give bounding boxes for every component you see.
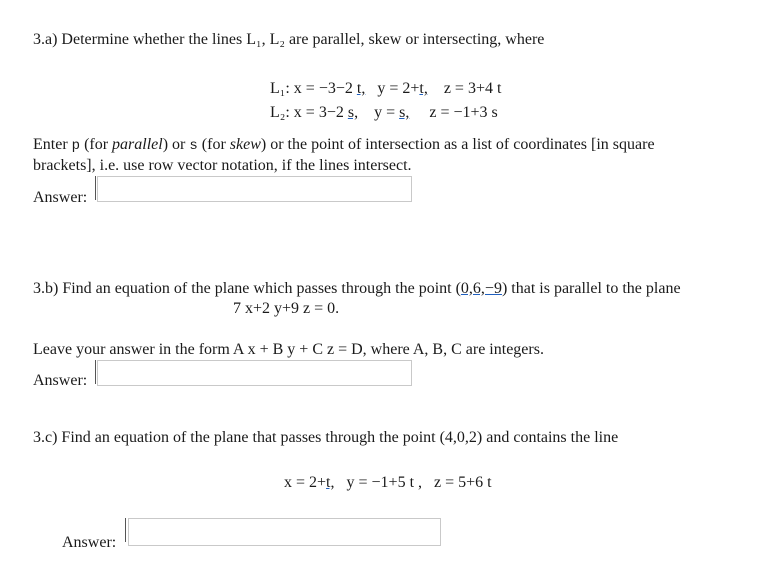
instr-skew: skew <box>229 136 261 153</box>
q3c-line-equation <box>284 473 492 492</box>
q3b-point: 0,6,−9 <box>460 280 502 297</box>
instr-p: p <box>71 138 81 154</box>
q3b-title <box>33 279 681 298</box>
q3a-answer-input[interactable] <box>97 176 412 202</box>
l2-y: y = <box>374 104 396 121</box>
instr-parallel: parallel <box>112 136 163 153</box>
l1-z: z = 3+4 t <box>443 80 502 97</box>
l1-t2: t, <box>419 80 428 97</box>
q3c-y: y = −1+5 t , <box>346 474 423 491</box>
q3a-line-l1 <box>270 79 501 98</box>
q3b-instructions: Leave your answer in the form A x + B y + C z = D, where A, B, C are integers. <box>33 341 544 358</box>
q3b-answer-label: Answer: <box>33 372 88 389</box>
l2-z: z = −1+3 s <box>429 104 498 121</box>
q3a-instructions-line2: brackets], i.e. use row vector notation, if the lines intersect. <box>33 157 412 174</box>
q3c-answer-label: Answer: <box>62 534 117 551</box>
q3b-title-a: 3.b) Find an equation of the plane which passes through the point ( <box>33 280 461 297</box>
q3c-input-cursor <box>125 518 126 542</box>
q3b-answer-input[interactable] <box>97 360 412 386</box>
q3c-answer-input[interactable] <box>128 518 441 546</box>
q3a-answer-label: Answer: <box>33 189 88 206</box>
q3a-input-cursor <box>95 176 96 200</box>
q3a-line-l2 <box>270 103 498 122</box>
q3b-title-b: ) that is parallel to the plane <box>501 280 681 297</box>
q3c-z: z = 5+6 t <box>434 474 492 491</box>
l1-y: y = 2+ <box>377 80 420 97</box>
l2-s1: s, <box>347 104 359 121</box>
q3b-plane-equation: 7 x+2 y+9 z = 0. <box>233 300 340 317</box>
instr-rest: ) or the point of intersection as a list of coordinates [in square <box>260 136 655 153</box>
q3a-title: 3.a) Determine whether the lines L₁, L₂ are parallel, skew or intersecting, where <box>33 31 545 48</box>
instr-for1: (for <box>84 136 109 153</box>
instr-enter: Enter <box>33 136 68 153</box>
instr-s: s <box>189 138 198 154</box>
q3c-t1: t, <box>326 474 335 491</box>
q3a-instructions-line1 <box>33 135 655 156</box>
l1-label: L₁: x = −3−2 <box>270 80 353 97</box>
q3c-x: x = 2+ <box>284 474 327 491</box>
instr-or1: ) or <box>162 136 186 153</box>
l2-label: L₂: x = 3−2 <box>270 104 344 121</box>
q3b-input-cursor <box>95 360 96 384</box>
instr-for2: (for <box>201 136 226 153</box>
q3c-title: 3.c) Find an equation of the plane that passes through the point (4,0,2) and contains the line <box>33 429 619 446</box>
l2-s2: s, <box>399 104 410 121</box>
l1-t1: t, <box>356 80 366 97</box>
